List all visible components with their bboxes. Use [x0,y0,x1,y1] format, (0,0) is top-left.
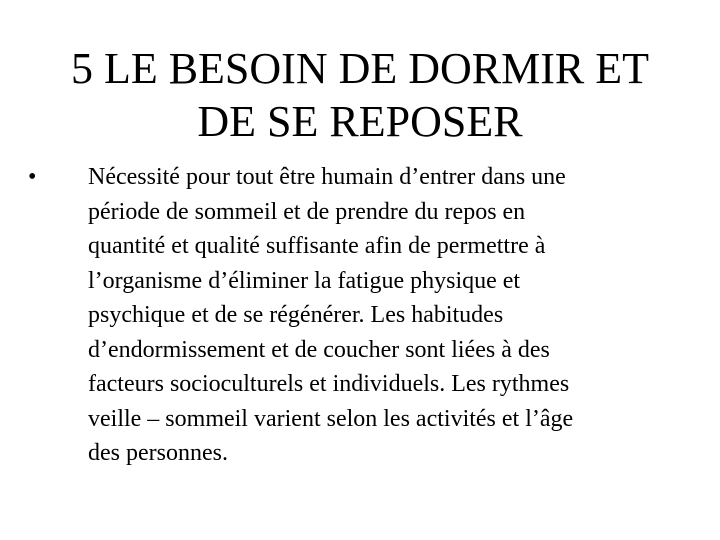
slide-title-line-2: DE SE REPOSER [197,97,523,146]
bullet-text-line: période de sommeil et de prendre du repos en [88,198,526,225]
bullet-text-line: quantité et qualité suffisante afin de permettre à [88,233,546,259]
bullet-text-line: des personnes. [88,440,228,466]
bullet-item [28,160,678,471]
bullet-text-line: psychique et de se régénérer. Les habitudes [88,302,504,328]
bullet-text-line: Nécessité pour tout être humain d’entrer dans une [88,164,566,190]
bullet-icon: • [28,164,37,190]
slide-title [20,42,700,148]
bullet-text-line: d’endormissement et de coucher sont liées à des [88,336,550,363]
bullet-text-line: veille – sommeil varient selon les activités et l’âge [88,405,574,432]
bullet-text [88,160,678,471]
bullet-list [28,160,678,471]
slide-title-line-1: 5 LE BESOIN DE DORMIR ET [70,44,650,93]
bullet-text-line: l’organisme d’éliminer la fatigue physique et [88,267,521,294]
bullet-text-line: facteurs socioculturels et individuels. Les rythmes [88,371,570,397]
